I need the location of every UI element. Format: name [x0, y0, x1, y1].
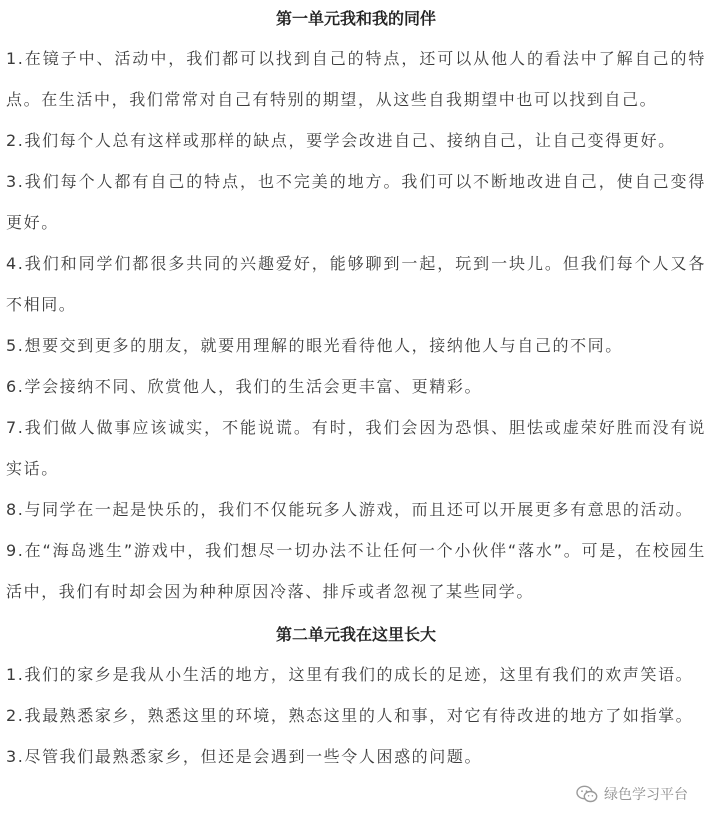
unit2-item-2: 2.我最熟悉家乡，熟悉这里的环境，熟态这里的人和事，对它有待改进的地方了如指掌。	[6, 706, 694, 725]
unit1-item-8: 8.与同学在一起是快乐的，我们不仅能玩多人游戏，而且还可以开展更多有意思的活动。	[6, 500, 694, 519]
unit1-item-7: 7.我们做人做事应该诚实，不能说谎。有时，我们会因为恐惧、胆怯或虚荣好胜而没有说实话。	[6, 418, 706, 478]
unit1-item-9: 9.在“海岛逃生”游戏中，我们想尽一切办法不让任何一个小伙伴“落水”。可是，在校园生活中，我们有时却会因为种种原因冷落、排斥或者忽视了某些同学。	[6, 541, 706, 601]
unit2-item-3: 3.尽管我们最熟悉家乡，但还是会遇到一些令人困惑的问题。	[6, 747, 483, 766]
unit1-item-1: 1.在镜子中、活动中，我们都可以找到自己的特点，还可以从他人的看法中了解自己的特点。在生活中，我们常常对自己有特别的期望，从这些自我期望中也可以找到自己。	[6, 49, 706, 109]
unit1-item-3: 3.我们每个人都有自己的特点，也不完美的地方。我们可以不断地改进自己，使自己变得更好。	[6, 172, 706, 232]
unit1-title: 第一单元我和我的同伴	[275, 9, 436, 28]
wechat-icon	[576, 785, 598, 803]
unit2-item-1: 1.我们的家乡是我从小生活的地方，这里有我们的成长的足迹，这里有我们的欢声笑语。	[6, 665, 694, 684]
watermark-text: 绿色学习平台	[604, 787, 688, 803]
unit1-item-6: 6.学会接纳不同、欣赏他人，我们的生活会更丰富、更精彩。	[6, 377, 483, 396]
watermark	[576, 784, 688, 804]
unit2-title: 第二单元我在这里长大	[275, 625, 436, 644]
unit1-item-5: 5.想要交到更多的朋友，就要用理解的眼光看待他人，接纳他人与自己的不同。	[6, 336, 623, 355]
unit1-item-2: 2.我们每个人总有这样或那样的缺点，要学会改进自己、接纳自己，让自己变得更好。	[6, 131, 676, 150]
unit1-item-4: 4.我们和同学们都很多共同的兴趣爱好，能够聊到一起，玩到一块儿。但我们每个人又各不相同。	[6, 254, 706, 314]
